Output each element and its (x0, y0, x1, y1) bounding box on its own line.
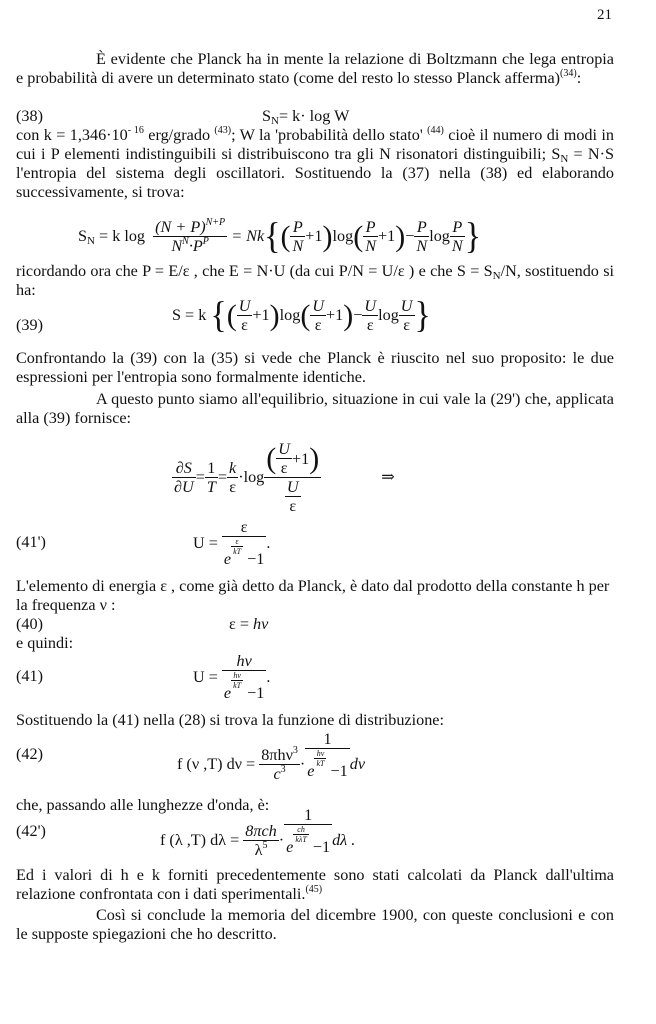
exponent-fraction (231, 671, 243, 690)
text: ; W la 'probabilità dello stato' (231, 126, 428, 144)
paragraph-energy-element: L'elemento di energia ε , come già detto da Planck, è dato dal prodotto della constante h per la frequenza ν : (16, 577, 610, 614)
numerator: U (238, 297, 251, 315)
denominator: kT (233, 681, 242, 690)
exponent-fraction (314, 749, 326, 768)
eq-text: U = (193, 533, 218, 552)
eq-text: U = (193, 667, 218, 686)
numerator: 8πch (245, 821, 277, 840)
equation-entropy-sn: $S_N = k$ log $\frac{(N + P)^{N+P}}{N^N\cdot P^P}$ = Nk{( $\frac{P}{N}$ +1)log( $\frac{P}{N}$ +1)− $\frac{P}{N}$ log $\frac{P}{N}$ } (78, 215, 482, 257)
fraction (450, 218, 465, 255)
equation-42-prime (160, 806, 355, 859)
denominator: T (206, 478, 216, 496)
numerator: hν (316, 749, 325, 758)
fraction (284, 806, 332, 856)
numerator: U (400, 297, 413, 315)
eq-text: −1 (247, 684, 265, 702)
numerator: 1 (304, 806, 313, 824)
denominator: N (365, 237, 377, 255)
paragraph-equilibrium: A questo punto siamo all'equilibrio, situazione in cui vale la (29') che, applicata alla (39) fornisce: (16, 390, 614, 427)
denominator: N (292, 237, 304, 255)
fraction (305, 730, 349, 780)
denominator: ·P (188, 237, 203, 255)
eq-rhs: = k· log W (278, 107, 350, 125)
numerator: ε (235, 537, 239, 546)
eq-rhs: hν (253, 615, 269, 633)
denominator: ε (285, 496, 301, 515)
exponent: N+P (205, 217, 226, 228)
eq-text: log (332, 227, 354, 245)
denominator: kT (233, 547, 242, 556)
equation-label-40: (40) (16, 615, 43, 633)
exp-base: e (286, 838, 294, 856)
exponent-fraction (231, 537, 243, 556)
exponent: - 16 (127, 125, 144, 136)
paragraph-conclusion: Così si conclude la memoria del dicembre 1900, con queste conclusioni e con le supposte spiegazioni che ho descritto. (16, 906, 614, 943)
eq-text: log (279, 306, 301, 324)
numerator: P (365, 218, 376, 236)
denominator: ε (362, 315, 378, 334)
fraction (363, 218, 378, 255)
equation-label-38: (38) (16, 107, 43, 125)
eq-text: = k log (99, 227, 146, 245)
equation-40 (229, 615, 268, 634)
exp-base: e (307, 762, 315, 780)
paragraph-substitution (16, 262, 614, 300)
paragraph-and-then: e quindi: (16, 634, 74, 652)
fraction (362, 297, 378, 334)
numerator: U (312, 297, 325, 315)
footnote-ref: (34) (560, 68, 577, 79)
exponent-fraction (293, 825, 308, 844)
fraction (153, 218, 227, 255)
eq-text: − (405, 227, 415, 245)
eq-text: dν (349, 754, 366, 773)
eq-text: +1 (252, 306, 270, 324)
exponent: N (182, 236, 189, 247)
fraction (310, 297, 326, 334)
punctuation: : (576, 69, 582, 87)
denominator: ε (227, 477, 238, 496)
text: = N·S l'entropia del sistema degli oscillatori. Sostituendo la (37) nella (38) ed elaborando successivamente, si trova: (16, 145, 614, 201)
denominator: ε (310, 315, 326, 334)
equation-label-42: (42) (16, 745, 43, 763)
footnote-ref: (44) (427, 125, 444, 136)
eq-text: f (λ ,T) dλ = (160, 830, 240, 849)
exponent: 3 (292, 744, 298, 756)
eq-text: +1 (305, 227, 323, 245)
fraction (222, 518, 266, 568)
exponent: 3 (280, 763, 286, 775)
eq-text: − (353, 306, 363, 324)
eq-text: = Nk (231, 227, 265, 245)
eq-subscript: N (87, 235, 95, 247)
eq-text: ·log (238, 468, 265, 486)
fraction (276, 440, 292, 477)
eq-text: f (ν ,T) dν = (177, 754, 256, 773)
text: Ed i valori di h e k forniti precedentemente sono stati calcolati da Planck dall'ultima relazione confrontata con i dati sperimentali. (16, 866, 614, 903)
fraction (285, 478, 301, 515)
paragraph-text: È evidente che Planck ha in mente la relazione di Boltzmann che lega entropia e probabilità di avere un determinato stato (come del resto lo stesso Planck afferma) (16, 50, 614, 87)
equation-38 (262, 107, 349, 126)
fraction (227, 459, 238, 496)
equation-label-41-prime: (41') (16, 533, 46, 551)
equation-derivative (172, 440, 395, 515)
denominator: kT (316, 759, 325, 768)
equation-41-prime (193, 518, 270, 568)
text: /N, sostituendo si ha: (16, 262, 615, 299)
eq-text: log (378, 306, 399, 324)
equation-41 (193, 652, 270, 702)
eq-text: −1 (330, 762, 348, 780)
denominator: ε (399, 315, 415, 334)
eq-text: dλ . (332, 830, 356, 849)
paragraph-comparison: Confrontando la (39) con la (35) si vede che Planck è riuscito nel suo proposito: le due espressioni per l'entropia sono formalmente identiche. (16, 349, 614, 386)
numerator: U (286, 478, 299, 496)
numerator: k (229, 459, 237, 477)
fraction (414, 218, 429, 255)
fraction (222, 652, 266, 702)
paragraph-constants-values (16, 866, 614, 904)
fraction (237, 297, 253, 334)
denominator: ε (237, 315, 253, 334)
fraction (399, 297, 415, 334)
eq-text: −1 (247, 550, 265, 568)
footnote-ref: (43) (214, 125, 232, 136)
text: ricordando ora che P = E/ε , che E = N·U (da cui P/N = U/ε ) e che S = S (16, 262, 493, 280)
page-number: 21 (597, 7, 612, 23)
eq-text: · (299, 754, 306, 773)
exponent: P (202, 236, 209, 247)
numerator: hν (233, 671, 241, 680)
eq-text: −1 (312, 838, 331, 856)
equation-label-42-prime: (42') (16, 822, 46, 840)
text: cioè il numero di modi in cui i P elementi indistinguibili si distribuiscono tra gli N risonatori distinguibili; S (16, 126, 614, 163)
denominator: λ (254, 840, 263, 859)
exponent: 5 (262, 839, 268, 851)
denominator: kλT (295, 835, 307, 844)
exp-base: e (223, 684, 232, 702)
eq-subscript: N (271, 115, 279, 127)
denominator: ∂U (174, 478, 194, 496)
denominator: N (451, 237, 463, 255)
denominator: N (416, 237, 428, 255)
text: con k = 1,346·10 (16, 126, 128, 144)
eq-text: +1 (378, 227, 396, 245)
eq-text: ε = (229, 615, 254, 633)
eq-text: = (195, 468, 205, 486)
numerator: U (364, 297, 377, 315)
denominator: ε (276, 458, 292, 477)
numerator: 8πhν (261, 745, 293, 764)
eq-symbol: S (78, 227, 88, 245)
numerator: ch (297, 825, 305, 834)
equation-label-39: (39) (16, 316, 43, 334)
numerator: U (278, 440, 290, 458)
eq-text: S = k (172, 306, 207, 324)
equation-label-41: (41) (16, 667, 43, 685)
equation-42 (177, 730, 365, 783)
fraction (243, 822, 278, 859)
exp-base: e (223, 550, 232, 568)
paragraph-wavelengths: che, passando alle lunghezze d'onda, è: (16, 796, 270, 814)
eq-symbol: S (262, 107, 272, 125)
eq-text: +1 (326, 306, 344, 324)
subscript: N (492, 270, 501, 282)
equation-39: S = k {( $\frac{U}{\varepsilon}$ +1)log( $\frac{U}{\varepsilon}$ +1)− $\frac{U}{\varepsilon}$ log $\frac{U}{\varepsilon}$ } (172, 294, 431, 336)
denominator: c (273, 764, 281, 783)
eq-text: log (429, 227, 450, 245)
fraction (259, 746, 300, 783)
fraction (290, 218, 305, 255)
eq-text: . (266, 667, 271, 686)
numerator: 1 (207, 459, 216, 477)
numerator: hν (236, 652, 252, 670)
text: erg/grado (143, 126, 215, 144)
eq-text: = (217, 468, 227, 486)
eq-text: · (278, 830, 285, 849)
numerator: P (292, 218, 303, 236)
fraction (205, 459, 218, 496)
paragraph-constants (16, 126, 614, 202)
subscript: N (560, 153, 569, 165)
footnote-ref: (45) (305, 884, 323, 895)
paragraph-boltzmann-intro (16, 50, 614, 88)
numerator: 1 (323, 730, 332, 748)
numerator: (N + P) (155, 218, 206, 236)
eq-text: +1 (291, 449, 310, 468)
fraction (172, 459, 196, 496)
numerator: P (452, 218, 463, 236)
implies-arrow: ⇒ (381, 468, 395, 486)
paragraph-distribution: Sostituendo la (41) nella (28) si trova la funzione di distribuzione: (16, 711, 444, 729)
fraction: ( $\frac{U}{\varepsilon}$ +1) $\frac{U}{\varepsilon}$ (266, 440, 320, 515)
numerator: ∂S (175, 459, 192, 477)
denominator: N (171, 237, 183, 255)
numerator: ε (240, 518, 248, 536)
numerator: P (416, 218, 427, 236)
eq-text: . (266, 533, 271, 552)
